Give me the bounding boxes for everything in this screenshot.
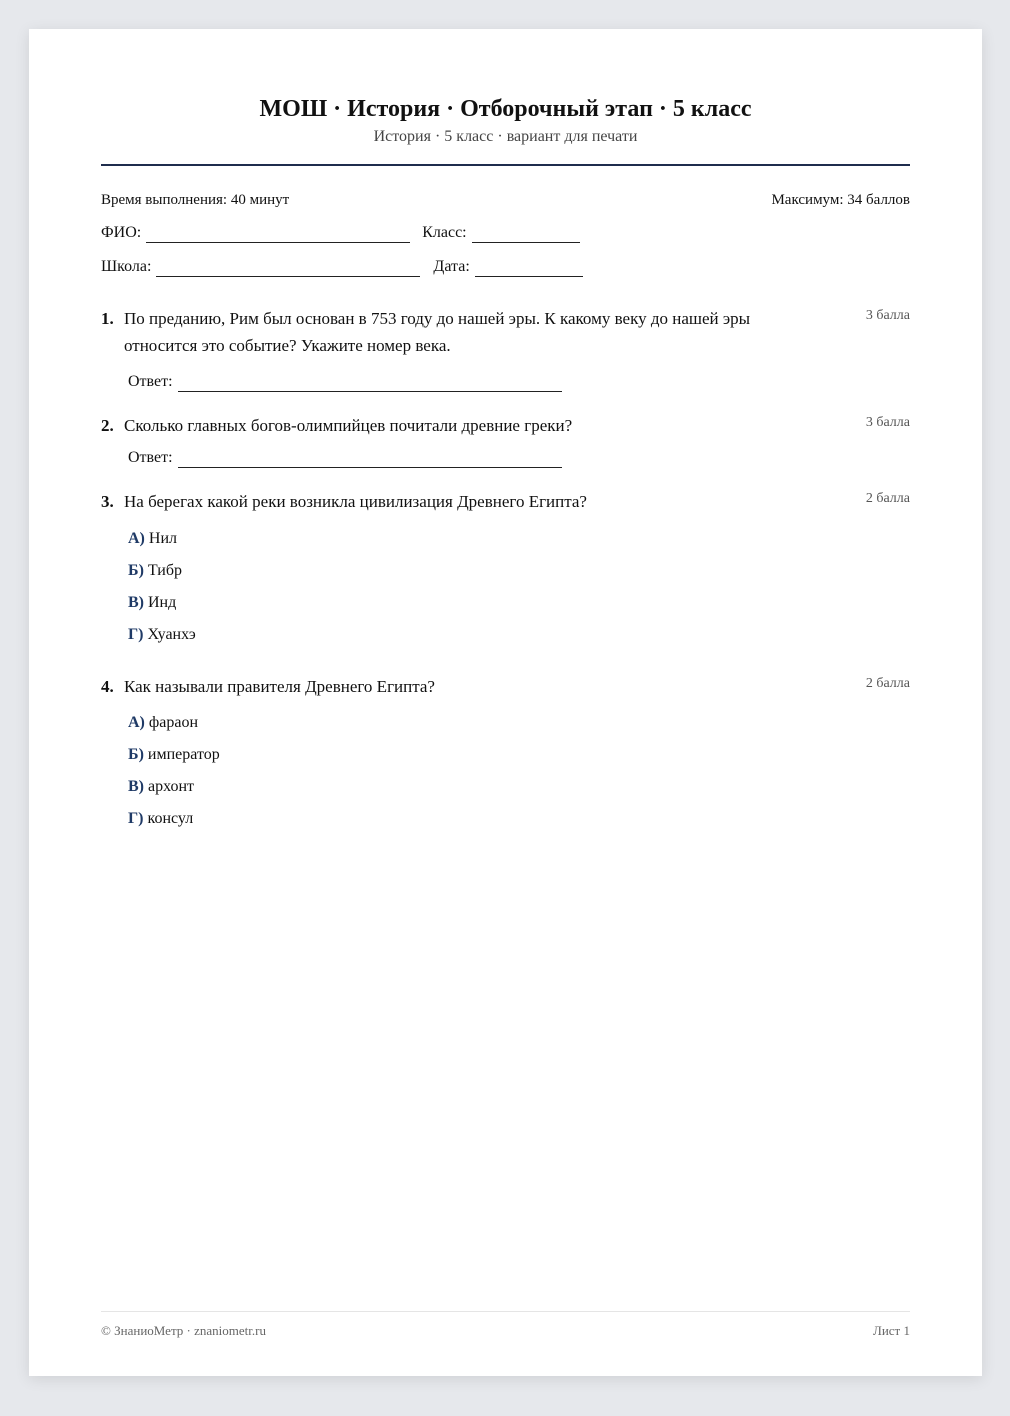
question-2 <box>101 412 910 439</box>
option-letter: В) <box>128 594 144 611</box>
option-letter: Г) <box>128 810 144 827</box>
answer-label: Ответ: <box>128 373 173 390</box>
option-letter: Б) <box>128 746 144 763</box>
option-g <box>128 809 910 841</box>
option-text: консул <box>147 810 194 827</box>
question-text: По преданию, Рим был основан в 753 году до нашей эры. К какому веку до нашей эры относится это событие? Укажите номер века. <box>124 309 751 355</box>
question-3 <box>101 488 910 515</box>
options-list-3 <box>128 529 910 657</box>
class-field[interactable] <box>472 228 580 243</box>
time-limit: Время выполнения: 40 минут <box>101 192 290 208</box>
worksheet-page <box>29 29 982 1376</box>
option-v <box>128 777 910 809</box>
option-v <box>128 593 910 625</box>
option-b <box>128 745 910 777</box>
date-field[interactable] <box>475 262 583 277</box>
page-footer <box>101 1311 910 1339</box>
option-letter: А) <box>128 714 145 731</box>
page-number: Лист 1 <box>873 1323 910 1338</box>
footer-copyright: © ЗнаниоМетр · znaniometr.ru <box>101 1323 266 1338</box>
option-letter: В) <box>128 778 144 795</box>
question-1 <box>101 305 910 359</box>
answer-row-1 <box>128 372 910 392</box>
class-label: Класс: <box>422 224 467 241</box>
option-text: Нил <box>148 530 177 547</box>
meta-row <box>101 191 910 209</box>
question-number: 3. <box>101 492 114 511</box>
question-text: Сколько главных богов-олимпийцев почитали древние греки? <box>124 416 573 435</box>
question-points: 3 балла <box>865 415 910 430</box>
option-text: Тибр <box>147 562 182 579</box>
question-number: 4. <box>101 677 114 696</box>
date-label: Дата: <box>433 258 470 275</box>
option-a <box>128 713 910 745</box>
option-letter: Б) <box>128 562 144 579</box>
option-text: император <box>147 746 220 763</box>
question-text: На берегах какой реки возникла цивилизация Древнего Египта? <box>124 492 587 511</box>
header-divider <box>101 164 910 166</box>
school-label: Школа: <box>101 258 152 275</box>
answer-field-2[interactable] <box>178 453 562 468</box>
question-number: 1. <box>101 309 114 328</box>
option-text: архонт <box>148 778 195 795</box>
option-g <box>128 625 910 657</box>
name-label: ФИО: <box>101 224 142 241</box>
school-date-row <box>101 257 910 277</box>
answer-row-2 <box>128 448 910 468</box>
worksheet-content <box>101 29 910 841</box>
max-score: Максимум: 34 баллов <box>771 192 910 208</box>
option-a <box>128 529 910 561</box>
question-number: 2. <box>101 416 114 435</box>
question-points: 2 балла <box>865 491 910 506</box>
option-letter: Г) <box>128 626 144 643</box>
option-text: фараон <box>148 714 199 731</box>
option-text: Инд <box>148 594 177 611</box>
option-b <box>128 561 910 593</box>
question-4 <box>101 673 910 700</box>
option-letter: А) <box>128 530 145 547</box>
question-points: 3 балла <box>865 308 910 323</box>
page-title: МОШ · История · Отборочный этап · 5 класс <box>259 96 752 122</box>
page-subtitle: История · 5 класс · вариант для печати <box>373 128 638 145</box>
question-points: 2 балла <box>865 676 910 691</box>
name-class-row <box>101 223 910 243</box>
options-list-4 <box>128 713 910 841</box>
question-text: Как называли правителя Древнего Египта? <box>124 677 435 696</box>
option-text: Хуанхэ <box>147 626 196 643</box>
answer-label: Ответ: <box>128 449 173 466</box>
school-field[interactable] <box>156 262 420 277</box>
answer-field-1[interactable] <box>178 377 562 392</box>
name-field[interactable] <box>146 228 410 243</box>
